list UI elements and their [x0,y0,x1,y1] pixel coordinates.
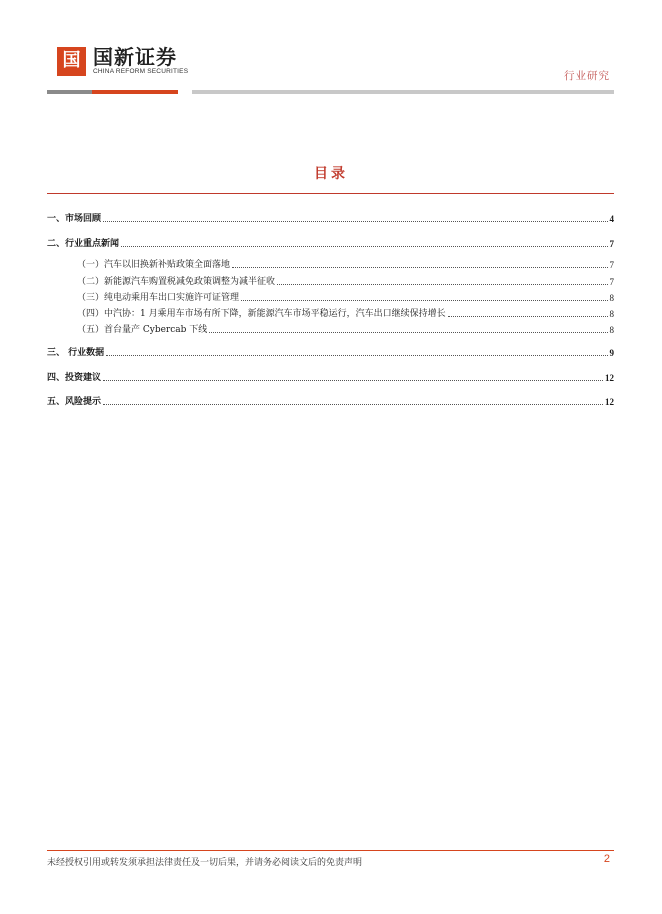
toc-leader-dots [103,379,603,381]
toc-leader-dots [121,245,607,247]
toc-entry-investment-advice[interactable] [47,370,614,384]
toc-entry-label: 四、投资建议 [47,373,102,383]
toc-entry-page: 12 [605,373,614,383]
toc-entry-page: 8 [609,309,614,319]
toc-entry-page: 12 [605,397,614,407]
toc-entry-market-review[interactable] [47,211,614,225]
toc-entry-page: 9 [609,348,614,358]
toc-entry-label: 二、行业重点新闻 [47,239,120,249]
toc-entry-industry-news[interactable] [47,236,614,250]
logo-english-name: CHINA REFORM SECURITIES [93,68,189,75]
toc-entry-label: （一）汽车以旧换新补贴政策全面落地 [77,260,231,270]
toc-entry-label: （二）新能源汽车购置税减免政策调整为减半征收 [77,277,276,287]
toc-entry-label: 三、 行业数据 [47,348,105,358]
toc-entry-page: 4 [609,214,614,224]
footer-divider [47,850,614,851]
logo-mark: 国 [57,47,86,76]
toc-leader-dots [277,283,607,285]
footer-disclaimer: 未经授权引用或转发须承担法律责任及一切后果，并请务必阅读文后的免责声明 [47,858,363,868]
toc-entry-label: （五）首台量产 Cybercab 下线 [77,325,208,335]
logo-text [93,46,188,76]
toc-entry-news-2[interactable] [47,274,614,288]
toc-entry-news-1[interactable] [47,257,614,271]
footer-page-number: 2 [603,853,610,865]
toc-leader-dots [106,354,607,356]
toc-title: 目录 [314,166,348,182]
toc-leader-dots [448,315,608,317]
header-bar-gray-left [47,90,92,94]
toc-entry-risk-warning[interactable] [47,394,614,408]
toc-leader-dots [103,220,607,222]
toc-entry-page: 7 [609,277,614,287]
toc-entry-news-5[interactable] [47,322,614,336]
header-bar-gray-right [192,90,614,94]
toc-entry-page: 7 [609,239,614,249]
toc-entry-page: 8 [609,325,614,335]
toc-entry-news-3[interactable] [47,290,614,304]
toc-leader-dots [241,299,607,301]
report-category: 行业研究 [564,70,610,82]
header-bar-red [92,90,178,94]
toc-leader-dots [103,403,603,405]
toc-entry-label: （四）中汽协：1 月乘用车市场有所下降，新能源汽车市场平稳运行，汽车出口继续保持增长 [77,309,446,319]
toc-entry-page: 8 [609,293,614,303]
toc-entry-label: 五、风险提示 [47,397,102,407]
toc-divider [47,193,614,194]
toc-entry-page: 7 [609,260,614,270]
logo-chinese-name: 国新证券 [93,45,177,69]
toc-entry-label: 一、市场回顾 [47,214,102,224]
company-logo [57,44,188,78]
toc-leader-dots [209,331,607,333]
toc-entry-label: （三）纯电动乘用车出口实施许可证管理 [77,293,240,303]
toc-leader-dots [232,266,607,268]
toc-entry-news-4[interactable] [47,306,614,320]
toc-entry-industry-data[interactable] [47,345,614,359]
